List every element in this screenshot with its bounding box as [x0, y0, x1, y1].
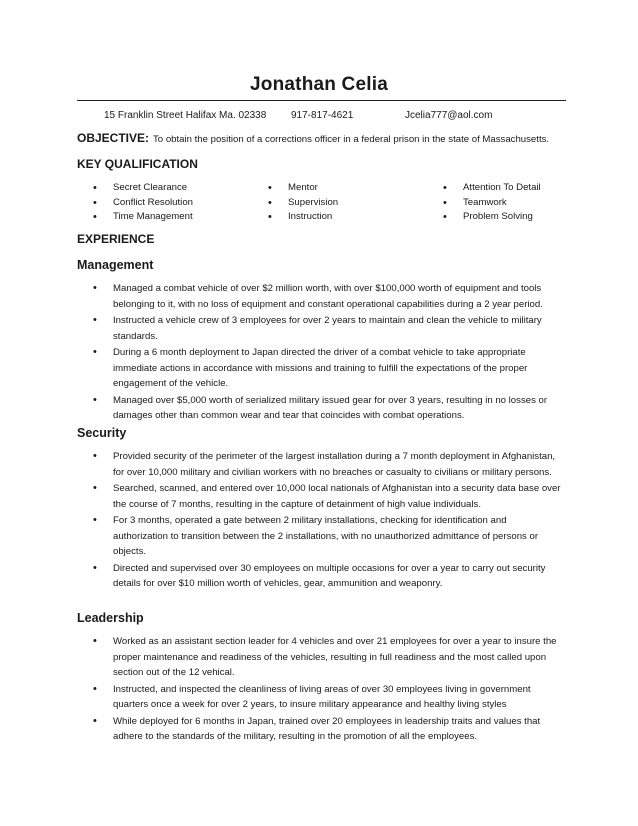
header-divider: [77, 100, 566, 101]
email: Jcelia777@aol.com: [405, 110, 493, 121]
list-item: • Secret Clearance: [93, 181, 193, 196]
list-item: • While deployed for 6 months in Japan, trained over 20 employees in leadership traits and values that adhere to the standards of the military, resulting in the promotion of all the employees.: [93, 714, 565, 745]
list-item: • Instructed, and inspected the cleanliness of living areas of over 30 employees living in government quarters once a week for over 2 years, to insure military appearance and healthy living styles: [93, 682, 565, 713]
list-item: • Managed a combat vehicle of over $2 million worth, with over $100,000 worth of equipment and tools belonging to it, with no loss of equipment and constant operational capabilities during a 2 year period.: [93, 281, 563, 312]
qualification-column-1: [93, 181, 193, 225]
list-item: • Mentor: [268, 181, 338, 196]
list-item: • Supervision: [268, 196, 338, 211]
qualification-column-2: [268, 181, 338, 225]
list-item: • Managed over $5,000 worth of serialized military issued gear for over 3 years, resulting in no losses or damages other than common wear and tear that coincides with combat operations.: [93, 393, 563, 424]
phone: 917-817-4621: [291, 110, 354, 121]
list-item: • Instructed a vehicle crew of 3 employees for over 2 years to maintain and clean the vehicle to military standards.: [93, 313, 563, 344]
security-list: [93, 449, 563, 593]
address: 15 Franklin Street Halifax Ma. 02338: [104, 110, 267, 121]
qualification-column-3: [443, 181, 541, 225]
candidate-name: Jonathan Celia: [250, 74, 388, 95]
leadership-list: [93, 634, 565, 746]
list-item: • Attention To Detail: [443, 181, 541, 196]
list-item: • Directed and supervised over 30 employees on multiple occasions for over a year to carry out security details for over $10 million worth of vehicles, gear, ammunition and weaponry.: [93, 561, 563, 592]
list-item: • Problem Solving: [443, 210, 541, 225]
security-heading: Security: [77, 426, 127, 440]
list-item: • During a 6 month deployment to Japan directed the driver of a combat vehicle to take appropriate immediate actions in accordance with missions and training to fulfill the expectations of the proper engagement of the vehicle.: [93, 345, 563, 392]
experience-heading: EXPERIENCE: [77, 232, 155, 246]
list-item: • Time Management: [93, 210, 193, 225]
key-qualification-heading: KEY QUALIFICATION: [77, 157, 198, 171]
leadership-heading: Leadership: [77, 611, 144, 625]
list-item: • Teamwork: [443, 196, 541, 211]
list-item: • Searched, scanned, and entered over 10,000 local nationals of Afghanistan into a security data base over the course of 7 months, resulting in the capture of detainment of high value individuals.: [93, 481, 563, 512]
management-heading: Management: [77, 258, 154, 272]
list-item: • Worked as an assistant section leader for 4 vehicles and over 21 employees for over a year to insure the proper maintenance and readiness of the vehicles, resulting in full readiness and the most called upon section out of the 12 vehical.: [93, 634, 565, 681]
list-item: • For 3 months, operated a gate between 2 military installations, checking for identification and authorization to transition between the 2 installations, with no unauthorized admittance of persons or objects.: [93, 513, 563, 560]
list-item: • Conflict Resolution: [93, 196, 193, 211]
objective-line: [77, 131, 577, 145]
objective-label: OBJECTIVE:: [77, 131, 150, 145]
list-item: • Provided security of the perimeter of the largest installation during a 7 month deployment in Afghanistan, for over 10,000 military and civilian workers with no breaches or casualty to civilians or military persons.: [93, 449, 563, 480]
objective-text: To obtain the position of a corrections officer in a federal prison in the state of Massachusetts.: [153, 134, 550, 145]
management-list: [93, 281, 563, 425]
list-item: • Instruction: [268, 210, 338, 225]
